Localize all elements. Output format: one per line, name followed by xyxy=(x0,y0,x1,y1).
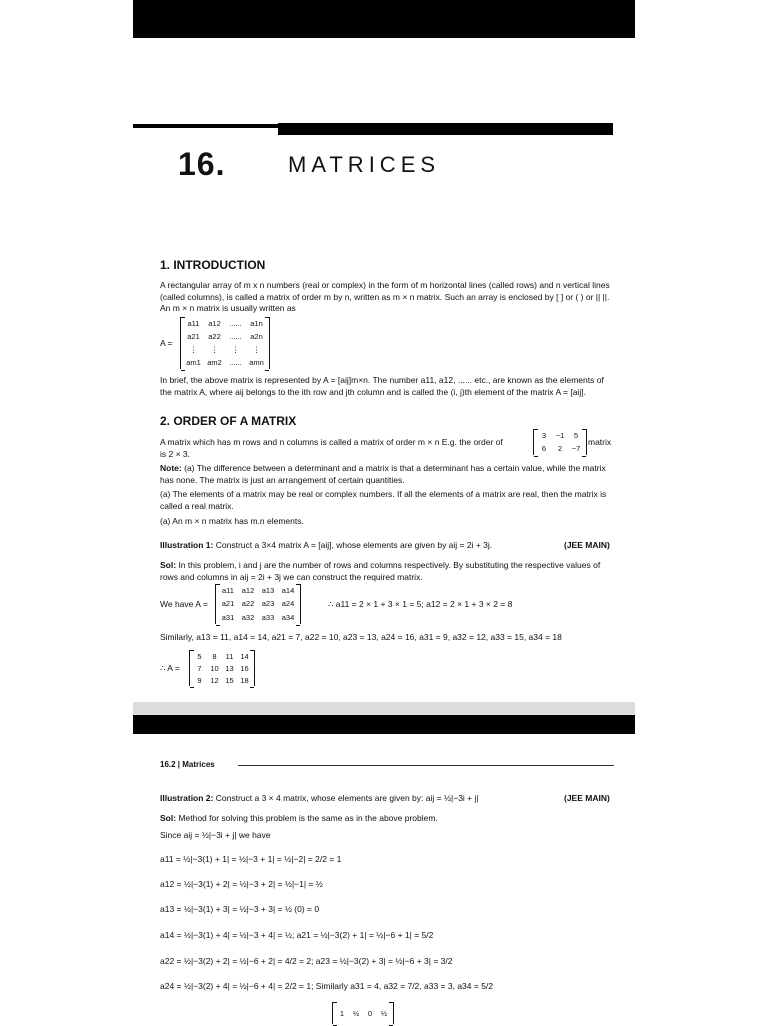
matrix-cell: a1n xyxy=(250,319,263,328)
matrix-cell: a32 xyxy=(241,612,255,622)
since-line: Since aij = ½|−3i + j| we have xyxy=(160,830,271,840)
solution-1 xyxy=(160,560,615,583)
matrix-cell: 10 xyxy=(210,663,219,673)
general-matrix xyxy=(180,317,270,369)
matrix-cell: 16 xyxy=(240,663,249,673)
matrix-cell: ⋮ xyxy=(252,345,261,354)
matrix-cell: 18 xyxy=(240,675,249,685)
matrix-cell: a23 xyxy=(261,599,275,609)
jee-main-tag: (JEE MAIN) xyxy=(564,540,610,550)
note-paragraph xyxy=(160,463,615,486)
matrix-a-label: A = xyxy=(160,338,173,348)
jee-main-tag-2: (JEE MAIN) xyxy=(564,793,610,803)
matrix-cell: a22 xyxy=(241,599,255,609)
matrix-cell: a31 xyxy=(221,612,235,622)
matrix-cell: 14 xyxy=(240,651,249,661)
therefore-line: ∴ a11 = 2 × 1 + 3 × 1 = 5; a12 = 2 × 1 + 3 × 2 = 8 xyxy=(328,599,513,609)
note-b-paragraph: (a) The elements of a matrix may be real or complex numbers. If all the elements of a matrix are real, then the matrix is called a real matrix. xyxy=(160,489,607,511)
sol-text: In this problem, i and j are the number of rows and columns respectively. By substituting the respective values of rows and columns in aij = 2i + 3j we can construct the required matrix. xyxy=(160,560,601,582)
illustration-2-label: Illustration 2: xyxy=(160,793,214,803)
similarly-line: Similarly, a13 = 11, a14 = 14, a21 = 7, a22 = 10, a23 = 13, a24 = 16, a31 = 9, a32 = 12, a33 = 15, a34 = 18 xyxy=(160,632,562,642)
section-heading-introduction: 1. INTRODUCTION xyxy=(160,258,266,272)
matrix-cell: ⋮ xyxy=(189,345,198,354)
matrix-cell: amn xyxy=(249,358,264,367)
matrix-cell: am2 xyxy=(207,358,222,367)
matrix-cell: 12 xyxy=(210,675,219,685)
chapter-number: 16. xyxy=(178,146,226,182)
chapter-title: MATRICES xyxy=(288,152,441,177)
matrix-cell: ...... xyxy=(229,358,242,367)
matrix-cell: 8 xyxy=(212,651,217,661)
matrix-cell: a11 xyxy=(222,586,234,596)
running-head-rule xyxy=(238,765,614,766)
matrix-cell: ⋮ xyxy=(210,345,219,354)
matrix-cell: a22 xyxy=(208,332,221,341)
intro-paragraph: A rectangular array of m x n numbers (real or complex) in the form of m horizontal lines (called rows) and n vertical lines (called columns), is called a matrix of order m by n, written as m × n matrix. Such an array is enclosed by [ ] or ( ) or || ||. An m × n matrix is usually written as xyxy=(160,280,610,313)
note-text: (a) The difference between a determinant and a matrix is that a determinant has a certain value, while the matrix has none. The matrix is just an arrangement of certain quantities. xyxy=(160,463,606,485)
matrix-cell: 0 xyxy=(367,1008,373,1018)
note-c-paragraph: (a) An m × n matrix has m.n elements. xyxy=(160,516,304,526)
section-heading-order: 2. ORDER OF A MATRIX xyxy=(160,414,297,428)
illustration-1-text: Construct a 3×4 matrix A = [aij], whose elements are given by aij = 2i + 3j. xyxy=(215,540,493,550)
matrix-cell: 3 xyxy=(541,431,547,440)
running-head: 16.2 | Matrices xyxy=(160,760,215,769)
note-label: Note: xyxy=(160,463,182,473)
matrix-cell: 13 xyxy=(225,663,234,673)
matrix-cell: 15 xyxy=(225,675,234,685)
result-label: ∴ A = xyxy=(160,663,180,673)
we-have-label: We have A = xyxy=(160,599,208,609)
example-matrix xyxy=(533,429,587,455)
intro-brief-paragraph: In brief, the above matrix is represented by A = [aij]m×n. The number a11, a12, ...... etc., are known as the elements of the matrix A, where aij belongs to the ith row and jth column and is called the (i, j)th element of the matrix A = [aij]. xyxy=(160,375,604,397)
matrix-cell: 5 xyxy=(573,431,579,440)
matrix-cell: 9 xyxy=(197,675,202,685)
matrix-cell: a11 xyxy=(187,319,200,328)
matrix-cell: a13 xyxy=(261,586,275,596)
illustration-1 xyxy=(160,540,492,550)
sol-2-text: Method for solving this problem is the same as in the above problem. xyxy=(178,813,438,823)
matrix-cell: 5 xyxy=(197,651,202,661)
order-text-a: A matrix which has m rows and n columns is called a matrix of order m × n E.g. the order of xyxy=(160,437,503,447)
order-text-b: matrix xyxy=(588,437,612,447)
equation-line: a11 = ½|−3(1) + 1| = ½|−3 + 1| = ½|−2| = 2/2 = 1 xyxy=(160,854,342,864)
sol-label: Sol: xyxy=(160,560,177,570)
matrix-cell: a33 xyxy=(261,612,275,622)
matrix-cell: a21 xyxy=(187,332,200,341)
matrix-cell: am1 xyxy=(186,358,201,367)
illustration-2 xyxy=(160,793,479,803)
illustration-2-text: Construct a 3 × 4 matrix, whose elements are given by: aij = ½|−3i + j| xyxy=(215,793,479,803)
matrix-cell: 7 xyxy=(197,663,202,673)
final-matrix-partial xyxy=(332,1002,394,1024)
matrix-cell: ⋮ xyxy=(231,345,240,354)
order-text-c: is 2 × 3. xyxy=(160,449,191,459)
matrix-cell: 11 xyxy=(225,651,234,661)
matrix-cell: a14 xyxy=(281,586,295,596)
illustration-1-label: Illustration 1: xyxy=(160,540,214,550)
equation-line: a13 = ½|−3(1) + 3| = ½|−3 + 3| = ½ (0) = 0 xyxy=(160,904,320,914)
page-break-bar xyxy=(133,715,635,734)
equation-line: a22 = ½|−3(2) + 2| = ½|−6 + 2| = 4/2 = 2; a23 = ½|−3(2) + 3| = ½|−6 + 3| = 3/2 xyxy=(160,956,453,966)
top-black-bar xyxy=(133,0,635,38)
matrix-cell: a21 xyxy=(221,599,235,609)
page-bottom-band xyxy=(133,702,635,715)
matrix-cell: a2n xyxy=(250,332,263,341)
matrix-cell: a12 xyxy=(241,586,255,596)
matrix-cell: ...... xyxy=(229,332,242,341)
chapter-rule-thick xyxy=(278,123,613,135)
matrix-cell: ½ xyxy=(352,1008,360,1018)
result-matrix xyxy=(189,650,255,686)
matrix-cell: −7 xyxy=(571,444,581,453)
matrix-cell: a24 xyxy=(281,599,295,609)
equation-line: a12 = ½|−3(1) + 2| = ½|−3 + 2| = ½|−1| = ½ xyxy=(160,879,323,889)
matrix-cell: 2 xyxy=(557,444,563,453)
matrix-cell: 6 xyxy=(541,444,547,453)
matrix-cell: 1 xyxy=(339,1008,345,1018)
matrix-cell: ½ xyxy=(380,1008,388,1018)
equation-line: a24 = ½|−3(2) + 4| = ½|−6 + 4| = 2/2 = 1; Similarly a31 = 4, a32 = 7/2, a33 = 3, a34 = 5/2 xyxy=(160,981,494,991)
matrix-cell: ...... xyxy=(229,319,242,328)
equation-line: a14 = ½|−3(1) + 4| = ½|−3 + 4| = ½; a21 = ½|−3(2) + 1| = ½|−6 + 1| = 5/2 xyxy=(160,930,434,940)
solution-2 xyxy=(160,813,438,823)
symbolic-matrix xyxy=(215,584,301,624)
matrix-cell: a34 xyxy=(281,612,295,622)
matrix-cell: a12 xyxy=(208,319,221,328)
sol-2-label: Sol: xyxy=(160,813,177,823)
matrix-cell: −1 xyxy=(555,431,565,440)
